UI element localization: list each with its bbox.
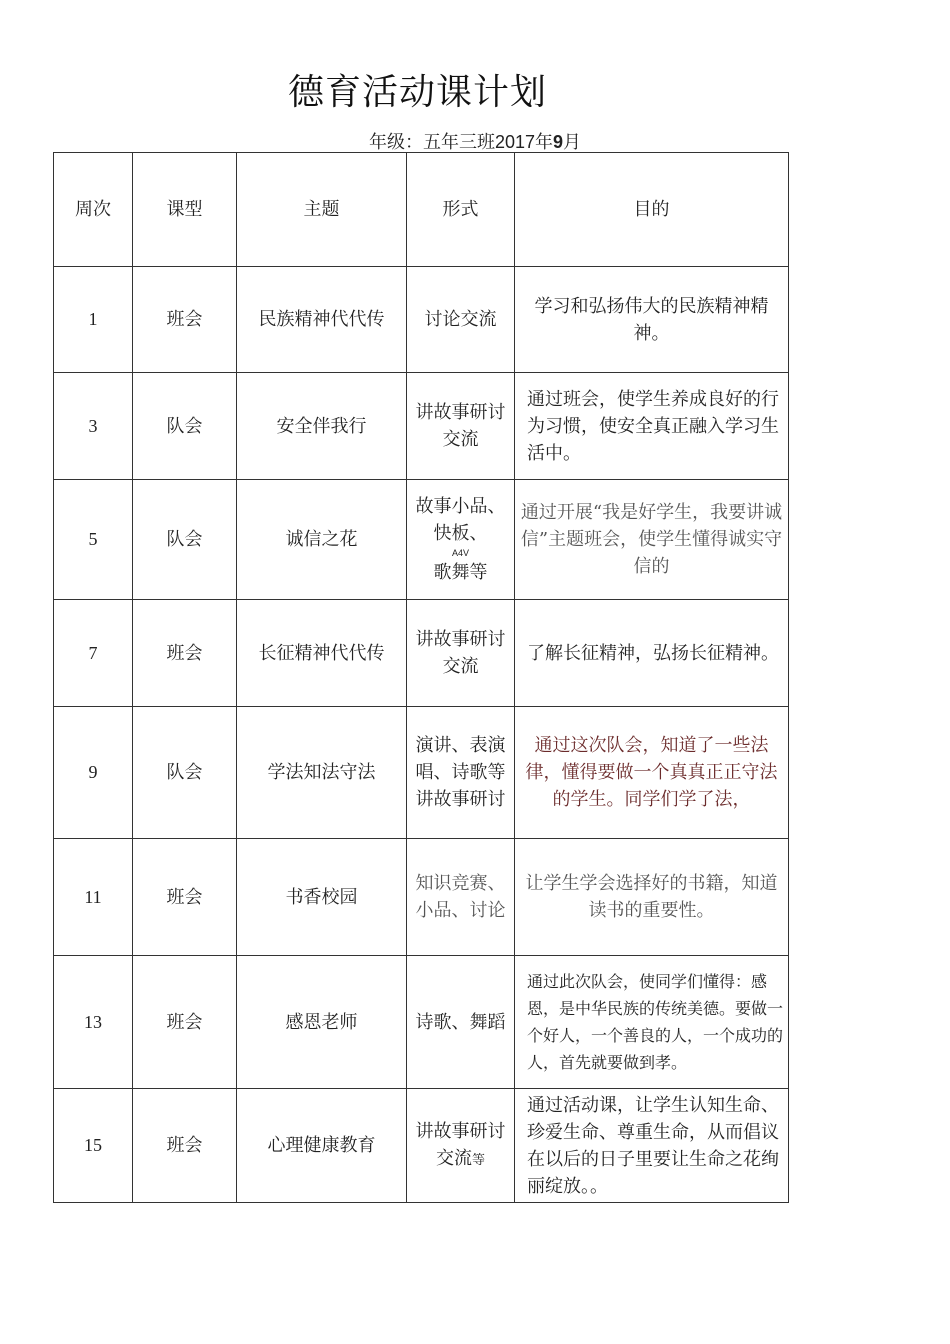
week-cell: 9 xyxy=(54,707,133,839)
type-cell: 队会 xyxy=(133,373,237,480)
header-goal: 目的 xyxy=(515,153,789,267)
goal-cell: 通过此次队会，使同学们懂得：感恩，是中华民族的传统美德。要做一个好人，一个善良的人，一个成功的人，首先就要做到孝。 xyxy=(515,956,789,1089)
week-cell: 3 xyxy=(54,373,133,480)
goal-cell: 让学生学会选择好的书籍，知道读书的重要性。 xyxy=(515,839,789,956)
header-theme: 主题 xyxy=(237,153,407,267)
theme-cell: 学法知法守法 xyxy=(237,707,407,839)
week-cell: 13 xyxy=(54,956,133,1089)
type-cell: 班会 xyxy=(133,839,237,956)
theme-cell: 诚信之花 xyxy=(237,480,407,600)
table-row xyxy=(54,267,789,373)
type-cell: 班会 xyxy=(133,267,237,373)
week-cell: 15 xyxy=(54,1089,133,1203)
form-note: 等 xyxy=(471,1152,485,1168)
goal-cell: 通过开展“我是好学生，我要讲诚信”主题班会，使学生懂得诚实守信的 xyxy=(515,480,789,600)
year: 2017 xyxy=(494,132,536,152)
form-cell xyxy=(407,480,515,600)
theme-cell: 书香校园 xyxy=(237,839,407,956)
table-row xyxy=(54,839,789,956)
month: 9 xyxy=(553,132,564,152)
form-cell: 讲故事研讨交流 xyxy=(407,600,515,707)
theme-cell: 心理健康教育 xyxy=(237,1089,407,1203)
type-cell: 队会 xyxy=(133,480,237,600)
week-cell: 5 xyxy=(54,480,133,600)
theme-cell: 民族精神代代传 xyxy=(237,267,407,373)
week-cell: 7 xyxy=(54,600,133,707)
type-cell: 班会 xyxy=(133,956,237,1089)
goal-cell: 了解长征精神，弘扬长征精神。 xyxy=(515,600,789,707)
table-row xyxy=(54,956,789,1089)
goal-cell: 通过这次队会，知道了一些法律，懂得要做一个真真正正守法的学生。同学们学了法， xyxy=(515,707,789,839)
form-cell: 知识竞赛、小品、讨论 xyxy=(407,839,515,956)
table-header-row xyxy=(54,153,789,267)
week-cell: 11 xyxy=(54,839,133,956)
form-cell: 讲故事研讨交流 xyxy=(407,373,515,480)
table-row xyxy=(54,480,789,600)
form-note: A4V xyxy=(451,548,469,558)
header-form: 形式 xyxy=(407,153,515,267)
form-text: 讲故事研讨交流 xyxy=(415,1120,506,1169)
week-cell: 1 xyxy=(54,267,133,373)
type-cell: 队会 xyxy=(133,707,237,839)
table-row xyxy=(54,600,789,707)
grade-date-line xyxy=(0,128,950,154)
form-cell xyxy=(407,1089,515,1203)
activity-plan-table xyxy=(53,152,789,1203)
form-cell: 演讲、表演唱、诗歌等讲故事研讨 xyxy=(407,707,515,839)
table-row xyxy=(54,1089,789,1203)
header-week: 周次 xyxy=(54,153,133,267)
header-type: 课型 xyxy=(133,153,237,267)
theme-cell: 长征精神代代传 xyxy=(237,600,407,707)
goal-cell: 通过活动课，让学生认知生命、珍爱生命、尊重生命，从而倡议在以后的日子里要让生命之花绚丽绽放。。 xyxy=(515,1089,789,1203)
grade-label: 年级：五年三班 xyxy=(368,132,495,153)
page-title: 德育活动课计划 xyxy=(288,72,548,113)
type-cell: 班会 xyxy=(133,1089,237,1203)
form-extra: 歌舞等 xyxy=(433,562,488,583)
goal-cell: 通过班会，使学生养成良好的行为习惯，使安全真正融入学习生活中。 xyxy=(515,373,789,480)
goal-cell: 学习和弘扬伟大的民族精神精神。 xyxy=(515,267,789,373)
year-suffix: 年 xyxy=(535,132,554,153)
type-cell: 班会 xyxy=(133,600,237,707)
form-cell: 诗歌、舞蹈 xyxy=(407,956,515,1089)
form-text: 故事小品、快板、 xyxy=(415,496,506,544)
table-row xyxy=(54,707,789,839)
month-suffix: 月 xyxy=(563,132,582,153)
form-cell: 讨论交流 xyxy=(407,267,515,373)
theme-cell: 安全伴我行 xyxy=(237,373,407,480)
theme-cell: 感恩老师 xyxy=(237,956,407,1089)
table-row xyxy=(54,373,789,480)
